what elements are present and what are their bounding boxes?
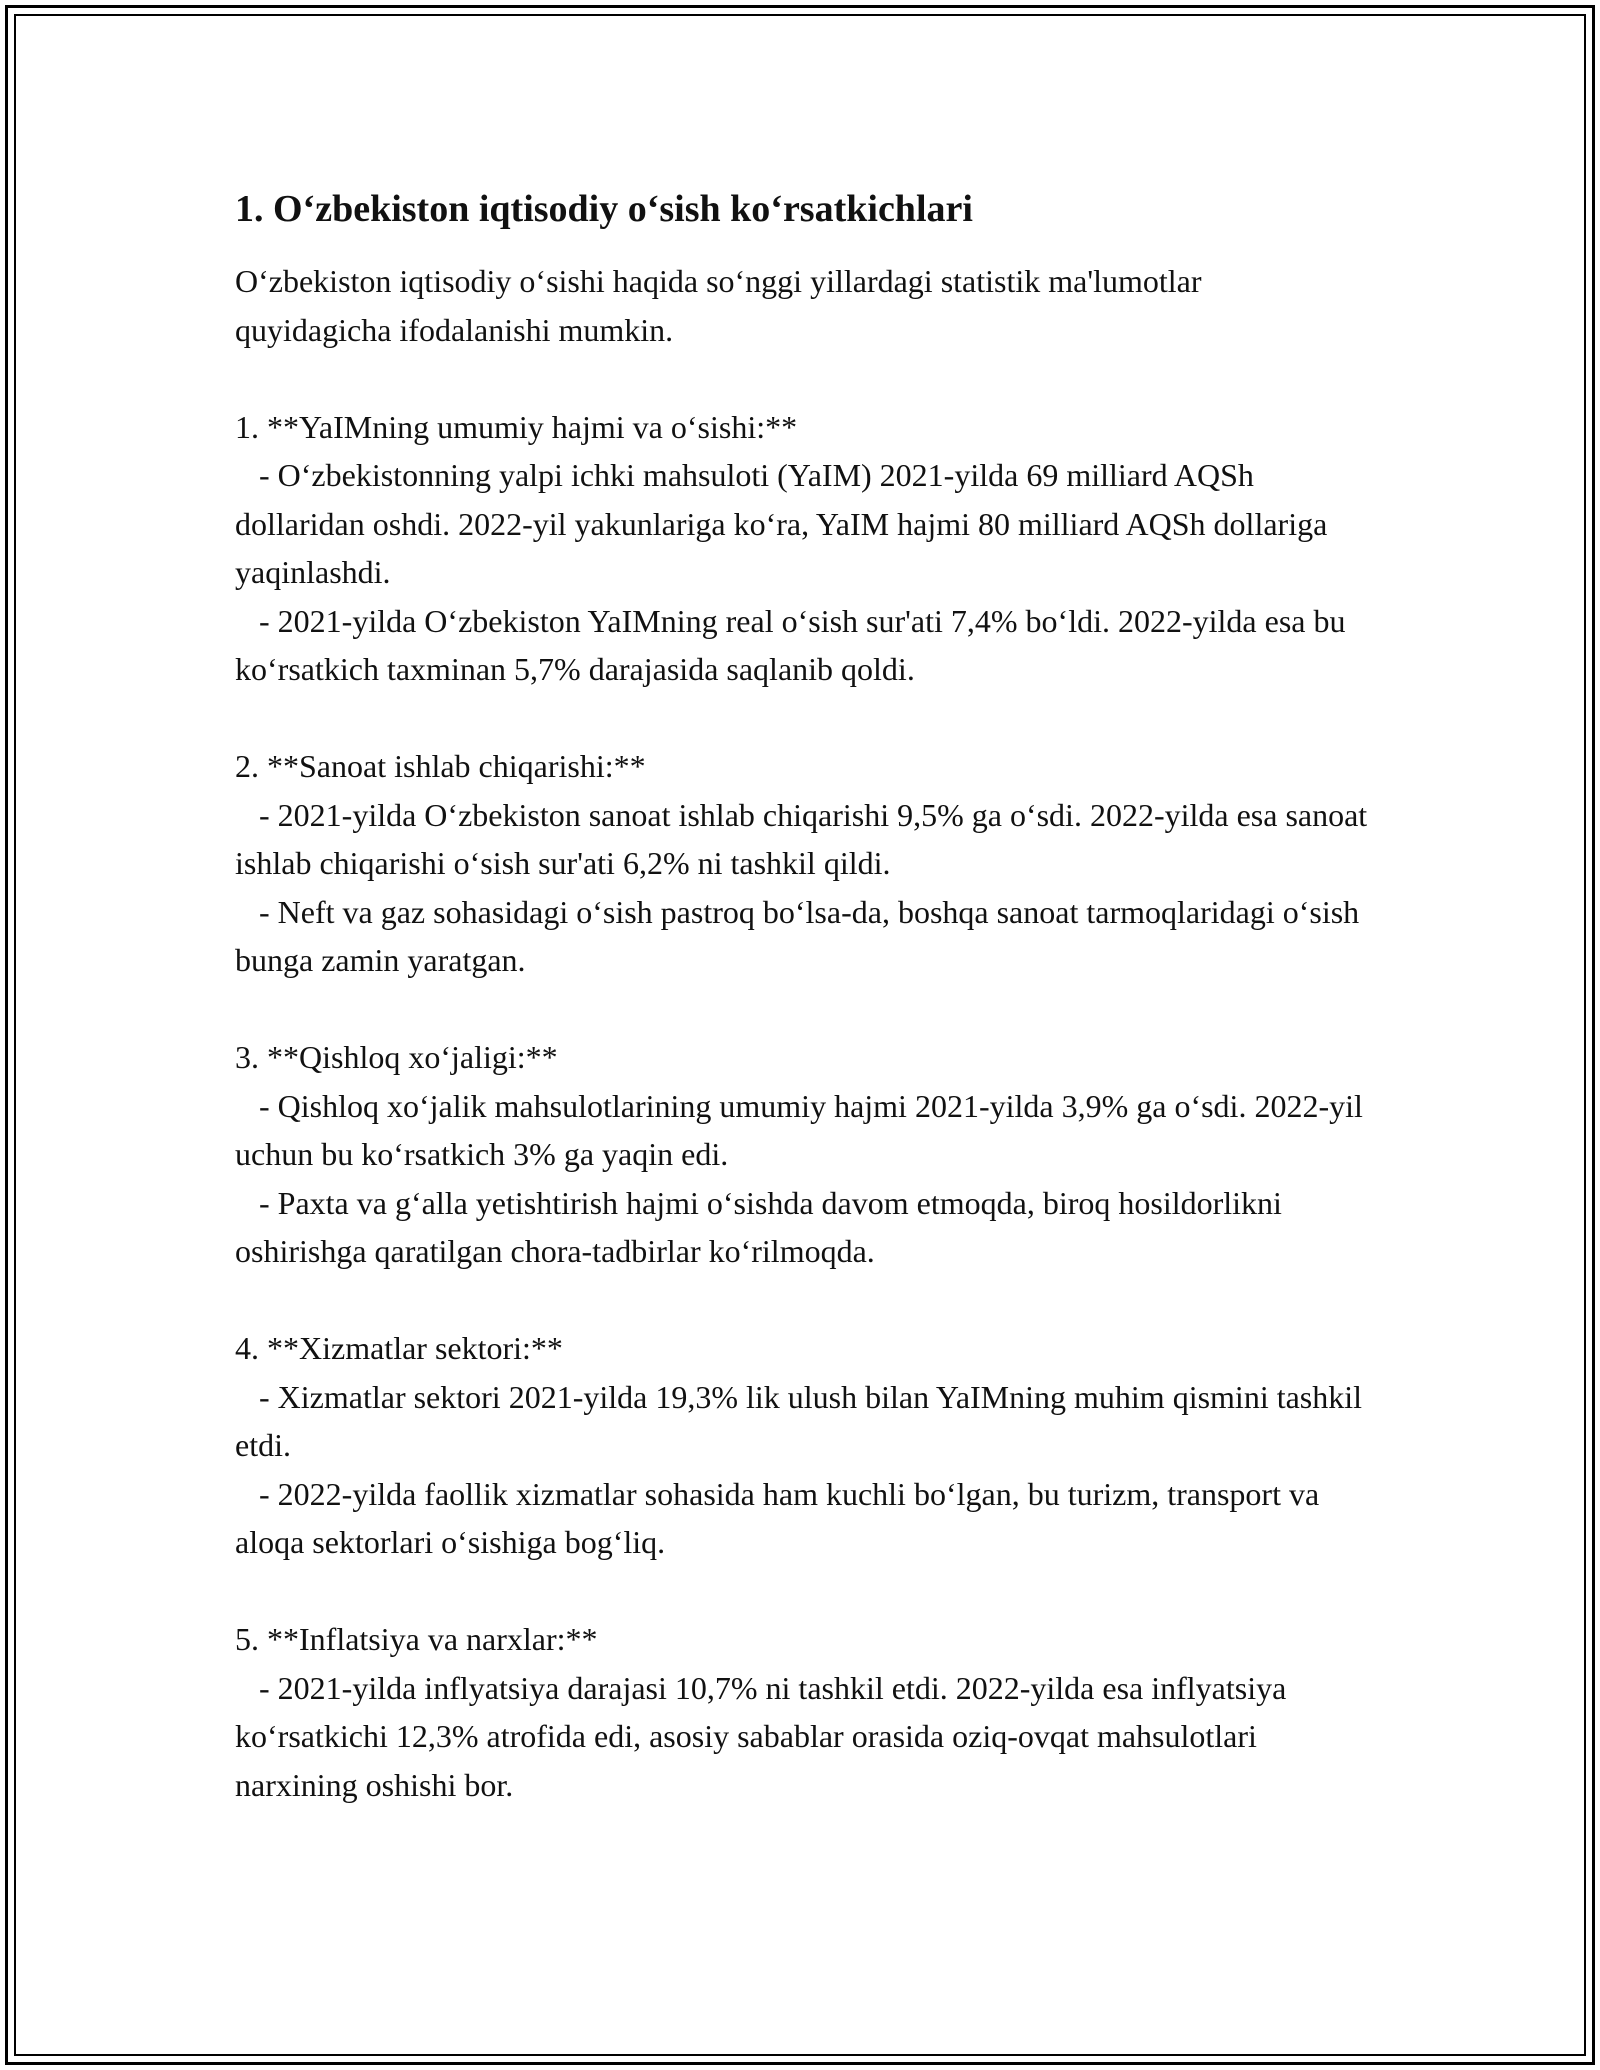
bullet-item: - 2021-yilda O‘zbekiston sanoat ishlab chiqarishi 9,5% ga o‘sdi. 2022-yilda esa sanoat ishlab chiqarishi o‘sish sur'ati 6,2% ni tashkil qildi. xyxy=(235,796,1376,881)
bullet-item: - O‘zbekistonning yalpi ichki mahsuloti (YaIM) 2021-yilda 69 milliard AQSh dollaridan oshdi. 2022-yil yakunlariga ko‘ra, YaIM hajmi 80 milliard AQSh dollariga yaqinlashdi. xyxy=(235,457,1336,590)
bullet-item: - Neft va gaz sohasidagi o‘sish pastroq bo‘lsa-da, boshqa sanoat tarmoqlaridagi o‘sish bunga zamin yaratgan. xyxy=(235,893,1368,978)
bullet-item: - 2021-yilda inflyatsiya darajasi 10,7% ni tashkil etdi. 2022-yilda esa inflyatsiya ko‘rsatkichi 12,3% atrofida edi, asosiy sabablar orasida oziq-ovqat mahsulotlari narxining oshishi bor. xyxy=(235,1669,1295,1803)
section-heading: 2. **Sanoat ishlab chiqarishi:** xyxy=(235,748,646,784)
intro-paragraph: O‘zbekiston iqtisodiy o‘sishi haqida so‘nggi yillardagi statistik ma'lumotlar quyidagicha ifodalanishi mumkin. xyxy=(235,263,1202,348)
document-body xyxy=(235,185,1375,1809)
spacer xyxy=(235,985,1375,1034)
bullet-item: - Qishloq xo‘jalik mahsulotlarining umumiy hajmi 2021-yilda 3,9% ga o‘sdi. 2022-yil uchun bu ko‘rsatkich 3% ga yaqin edi. xyxy=(235,1087,1371,1172)
bullet-item: - 2021-yilda O‘zbekiston YaIMning real o‘sish sur'ati 7,4% bo‘ldi. 2022-yilda esa bu ko‘rsatkich taxminan 5,7% darajasida saqlanib qoldi. xyxy=(235,602,1354,687)
bullet-item: - 2022-yilda faollik xizmatlar sohasida ham kuchli bo‘lgan, bu turizm, transport va aloqa sektorlari o‘sishiga bog‘liq. xyxy=(235,1475,1328,1560)
bullet-item: - Paxta va g‘alla yetishtirish hajmi o‘sishda davom etmoqda, biroq hosildorlikni oshirishga qaratilgan chora-tadbirlar ko‘rilmoqda. xyxy=(235,1184,1290,1269)
document-title: 1. O‘zbekiston iqtisodiy o‘sish ko‘rsatkichlari xyxy=(235,188,973,230)
section-heading: 3. **Qishloq xo‘jaligi:** xyxy=(235,1039,558,1075)
section-heading: 4. **Xizmatlar sektori:** xyxy=(235,1330,563,1366)
bullet-item: - Xizmatlar sektori 2021-yilda 19,3% lik ulush bilan YaIMning muhim qismini tashkil etdi. xyxy=(235,1378,1371,1463)
spacer xyxy=(235,1567,1375,1616)
section-heading: 1. **YaIMning umumiy hajmi va o‘sishi:** xyxy=(235,408,798,445)
section-industry xyxy=(235,742,1375,985)
section-gdp xyxy=(235,403,1375,694)
section-heading: 5. **Inflatsiya va narxlar:** xyxy=(235,1621,598,1657)
spacer xyxy=(235,1276,1375,1325)
section-inflation xyxy=(235,1615,1375,1809)
section-agriculture xyxy=(235,1033,1375,1276)
spacer xyxy=(235,694,1375,743)
spacer xyxy=(235,354,1375,403)
section-services xyxy=(235,1324,1375,1567)
